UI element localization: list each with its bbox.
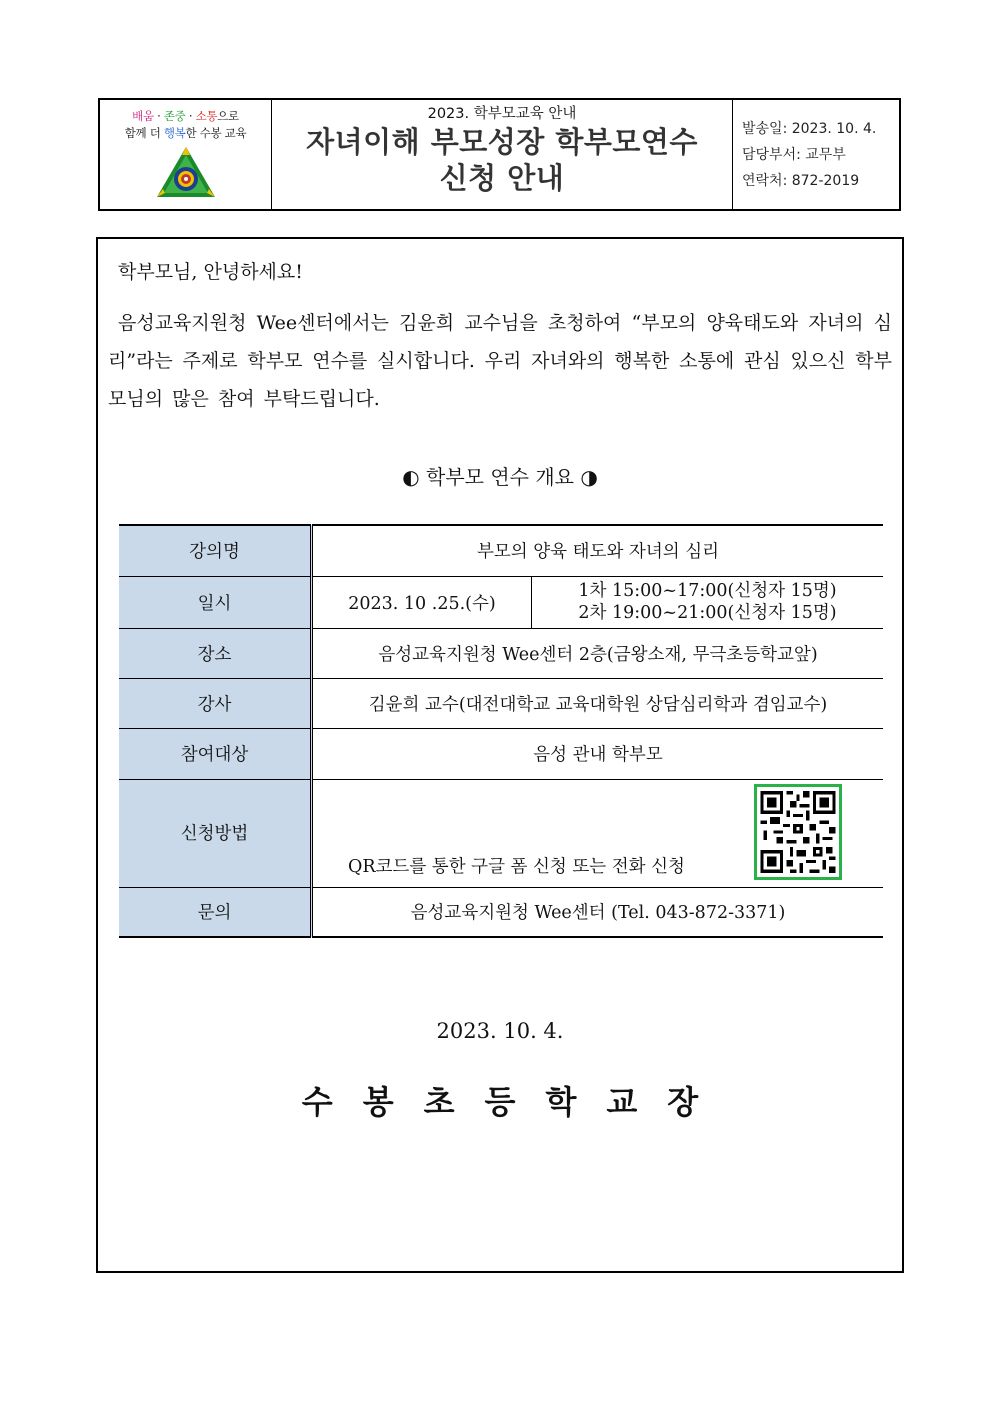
greeting: 학부모님, 안녕하세요! [118, 261, 303, 283]
issue-date: 2023. 10. 4. [436, 1019, 564, 1043]
row-label-apply: 신청방법 [119, 779, 312, 887]
row-label-datetime: 일시 [119, 576, 312, 628]
row-label-inquiry: 문의 [119, 887, 312, 937]
slogan-tail: 으로 [217, 109, 239, 123]
intro-paragraph: 음성교육지원청 Wee센터에서는 김윤희 교수님을 초청하여 “부모의 양육태도와 자녀의 심리”라는 주제로 학부모 연수를 실시합니다. 우리 자녀와의 행복한 소통에 관심 있으신 학부모님의 많은 참여 부탁드립니다. [108, 312, 892, 410]
slogan-separator: · [185, 109, 196, 123]
document-title-line-2: 신청 안내 [439, 161, 565, 195]
slogan-word-learning: 배움 [132, 109, 154, 123]
row-label-target: 참여대상 [119, 728, 312, 779]
target-value: 음성 관내 학부모 [312, 728, 884, 779]
table-row [119, 628, 883, 678]
apply-method-text: QR코드를 통한 구글 폼 신청 또는 전화 신청 [348, 856, 685, 877]
header-title-panel [272, 100, 733, 209]
slogan-word-happiness: 행복 [163, 126, 186, 140]
principal-signature: 수봉초등학교장 [301, 1083, 729, 1121]
row-label-lecture: 강의명 [119, 525, 312, 576]
document-title-line-1: 자녀이해 부모성장 학부모연수 [306, 125, 698, 159]
section-title: ◐ 학부모 연수 개요 ◑ [402, 465, 598, 489]
session-2: 2차 19:00~21:00(신청자 15명) [578, 603, 837, 623]
slogan-separator: · [153, 109, 164, 123]
header-subtitle: 2023. 학부모교육 안내 [427, 106, 577, 122]
send-date: 발송일: 2023. 10. 4. [742, 121, 877, 137]
row-label-speaker: 강사 [119, 678, 312, 728]
table-row [119, 678, 883, 728]
table-row [119, 525, 883, 576]
training-info-table [119, 524, 883, 938]
place-value: 음성교육지원청 Wee센터 2층(금왕소재, 무극초등학교앞) [312, 628, 884, 678]
lecture-title: 부모의 양육 태도와 자녀의 심리 [312, 525, 884, 576]
slogan-line-1 [132, 108, 239, 125]
slogan-line-2 [125, 125, 247, 142]
slogan-text: 한 수봉 교육 [185, 126, 247, 140]
apply-method-cell [312, 779, 884, 887]
session-1: 1차 15:00~17:00(신청자 15명) [578, 581, 837, 601]
session-times [532, 576, 884, 628]
qr-code-icon[interactable] [754, 784, 842, 880]
speaker-value: 김윤희 교수(대전대학교 교육대학원 상담심리학과 겸임교수) [312, 678, 884, 728]
slogan-word-communication: 소통 [195, 109, 218, 123]
table-row [119, 728, 883, 779]
slogan-text: 함께 더 [124, 126, 164, 140]
document-body [96, 237, 904, 1273]
event-date: 2023. 10 .25.(수) [312, 576, 532, 628]
school-emblem-logo-icon [155, 145, 217, 199]
header-info-panel [733, 100, 899, 209]
slogan-word-respect: 존중 [163, 109, 186, 123]
header-logo-panel [100, 100, 272, 209]
table-row [119, 576, 883, 628]
inquiry-value: 음성교육지원청 Wee센터 (Tel. 043-872-3371) [312, 887, 884, 937]
contact-number: 연락처: 872-2019 [742, 173, 860, 189]
table-row [119, 887, 883, 937]
document-header [98, 98, 901, 211]
table-row [119, 779, 883, 887]
row-label-place: 장소 [119, 628, 312, 678]
department: 담당부서: 교무부 [742, 147, 846, 163]
qr-code-pattern [757, 787, 839, 877]
